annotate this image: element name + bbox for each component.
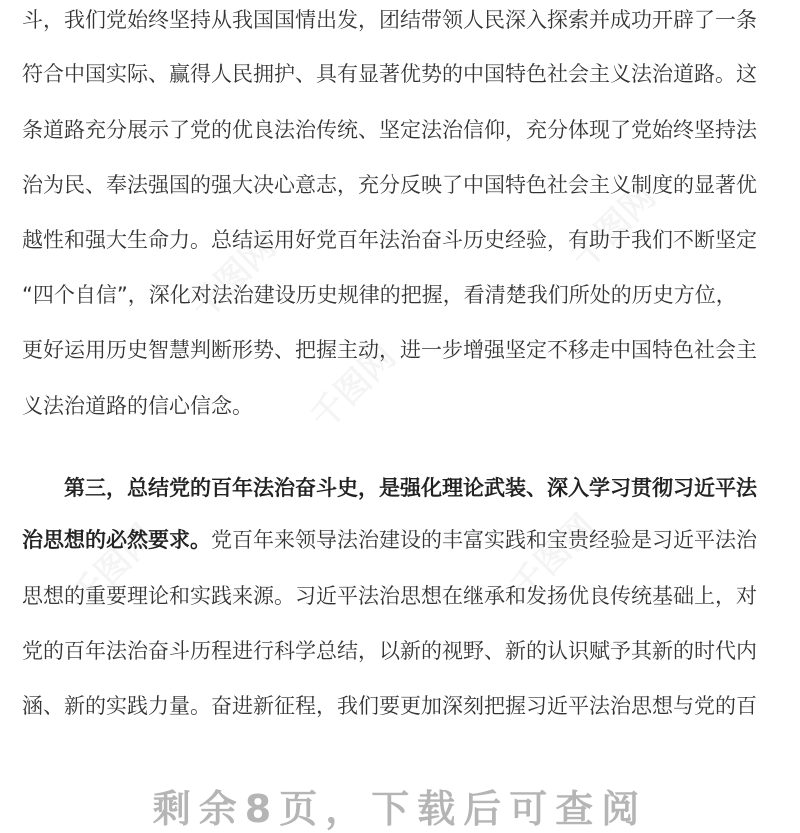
body-text-line: 越性和强大生命力。总结运用好党百年法治奋斗历史经验，有助于我们不断坚定 bbox=[22, 228, 757, 252]
body-text-line: 义法治道路的信心信念。 bbox=[22, 394, 253, 418]
body-text-line: “四个自信”，深化对法治建设历史规律的把握，看清楚我们所处的历史方位， bbox=[22, 283, 737, 307]
body-text-line: 斗，我们党始终坚持从我国国情出发，团结带领人民深入探索并成功开辟了一条 bbox=[22, 8, 757, 32]
remaining-pages-text[interactable]: 剩余8页，下载后可查阅 bbox=[152, 787, 648, 831]
body-text-fragment: 党百年来领导法治建设的丰富实践和宝贵经验是习近平法治 bbox=[211, 528, 757, 552]
body-text-line: 党的百年法治奋斗历程进行科学总结，以新的视野、新的认识赋予其新的时代内 bbox=[22, 639, 757, 663]
body-text-line: 涵、新的实践力量。奋进新征程，我们要更加深刻把握习近平法治思想与党的百 bbox=[22, 694, 757, 718]
body-text-line: 符合中国实际、赢得人民拥护、具有显著优势的中国特色社会主义法治道路。这 bbox=[22, 62, 757, 86]
remaining-pages-banner[interactable] bbox=[0, 760, 800, 831]
body-text-line bbox=[22, 520, 782, 560]
body-text-line: 条道路充分展示了党的优良法治传统、坚定法治信仰，充分体现了党始终坚持法 bbox=[22, 118, 757, 142]
body-text-line: 治为民、奉法强国的强大决心意志，充分反映了中国特色社会主义制度的显著优 bbox=[22, 173, 757, 197]
section-heading-line: 第三，总结党的百年法治奋斗史，是强化理论武装、深入学习贯彻习近平法 bbox=[64, 476, 757, 500]
section-heading-end: 治思想的必然要求。 bbox=[22, 528, 211, 552]
body-text-line: 更好运用历史智慧判断形势、把握主动，进一步增强坚定不移走中国特色社会主 bbox=[22, 338, 757, 362]
body-text-line: 思想的重要理论和实践来源。习近平法治思想在继承和发扬优良传统基础上，对 bbox=[22, 584, 757, 608]
